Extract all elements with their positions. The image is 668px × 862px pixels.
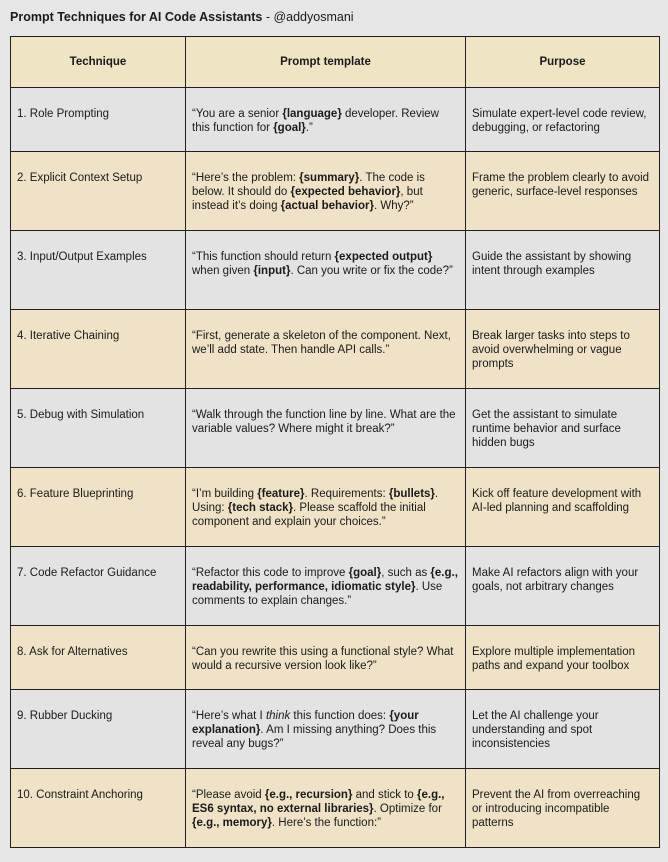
- technique-cell: 10. Constraint Anchoring: [11, 769, 186, 848]
- template-placeholder: {feature}: [257, 488, 305, 500]
- template-text: . The code is below. It should do: [192, 172, 425, 198]
- template-placeholder: {your explanation}: [192, 710, 419, 736]
- template-text: . Can you write or fix the code?”: [290, 265, 453, 277]
- template-text: “Here’s what I: [192, 710, 266, 722]
- template-text: . Optimize for: [373, 803, 442, 815]
- template-placeholder: {e.g., ES6 syntax, no external libraries}: [192, 789, 445, 815]
- template-text: and stick to: [352, 789, 417, 801]
- template-text: this function does:: [290, 710, 390, 722]
- template-placeholder: {tech stack}: [227, 502, 294, 514]
- table-row: [11, 310, 660, 389]
- prompt-template-cell: [186, 88, 466, 152]
- prompt-template-cell: [186, 310, 466, 389]
- technique-cell: 2. Explicit Context Setup: [11, 152, 186, 231]
- purpose-cell: Explore multiple implementation paths and expand your toolbox: [466, 626, 660, 690]
- title-text: Prompt Techniques for AI Code Assistants: [10, 10, 263, 24]
- prompt-template-cell: [186, 690, 466, 769]
- table-row: [11, 152, 660, 231]
- template-text: when given: [192, 265, 254, 277]
- template-text: . Am I missing anything? Does this reveal any bugs?”: [192, 724, 437, 750]
- template-text: developer. Review this function for: [192, 108, 439, 134]
- purpose-cell: Guide the assistant by showing intent through examples: [466, 231, 660, 310]
- template-text: “I’m building: [192, 488, 258, 500]
- prompt-template-cell: [186, 626, 466, 690]
- prompt-template-cell: [186, 468, 466, 547]
- template-text: . Requirements:: [304, 488, 389, 500]
- prompt-template-cell: [186, 231, 466, 310]
- template-placeholder: {e.g., memory}: [192, 817, 272, 829]
- template-placeholder: {expected output}: [334, 251, 433, 263]
- prompt-template-cell: [186, 152, 466, 231]
- template-text: . Use comments to explain changes.”: [192, 581, 443, 607]
- template-placeholder: {actual behavior}: [280, 200, 374, 212]
- technique-cell: 3. Input/Output Examples: [11, 231, 186, 310]
- table-row: [11, 88, 660, 152]
- table-row: [11, 389, 660, 468]
- technique-cell: 1. Role Prompting: [11, 88, 186, 152]
- template-text: “Please avoid: [192, 789, 265, 801]
- technique-cell: 6. Feature Blueprinting: [11, 468, 186, 547]
- template-text: “Refactor this code to improve: [192, 567, 349, 579]
- template-placeholder: {language}: [282, 108, 342, 120]
- template-text: . Why?”: [373, 200, 414, 212]
- template-text: , but instead it’s doing: [192, 186, 423, 212]
- technique-cell: 7. Code Refactor Guidance: [11, 547, 186, 626]
- table-row: [11, 626, 660, 690]
- table-row: [11, 468, 660, 547]
- prompt-template-cell: [186, 389, 466, 468]
- template-placeholder: {goal}: [348, 567, 382, 579]
- purpose-cell: Kick off feature development with AI-led planning and scaffolding: [466, 468, 660, 547]
- technique-cell: 4. Iterative Chaining: [11, 310, 186, 389]
- techniques-table: [10, 36, 660, 848]
- header-row: [11, 37, 660, 88]
- prompt-template-cell: [186, 547, 466, 626]
- column-header-technique: Technique: [11, 37, 186, 88]
- author-handle: @addyosmani: [273, 10, 354, 24]
- purpose-cell: Let the AI challenge your understanding and spot inconsistencies: [466, 690, 660, 769]
- template-placeholder: {expected behavior}: [290, 186, 401, 198]
- table-row: [11, 690, 660, 769]
- template-text: “Walk through the function line by line. What are the variable values? Where might it break?”: [192, 409, 456, 435]
- column-header-prompt-template: Prompt template: [186, 37, 466, 88]
- purpose-cell: Prevent the AI from overreaching or introducing incompatible patterns: [466, 769, 660, 848]
- page-title: [10, 9, 354, 25]
- template-text: .”: [305, 122, 313, 134]
- technique-cell: 5. Debug with Simulation: [11, 389, 186, 468]
- purpose-cell: Break larger tasks into steps to avoid overwhelming or vague prompts: [466, 310, 660, 389]
- purpose-cell: Frame the problem clearly to avoid generic, surface-level responses: [466, 152, 660, 231]
- technique-cell: 9. Rubber Ducking: [11, 690, 186, 769]
- purpose-cell: Make AI refactors align with your goals, not arbitrary changes: [466, 547, 660, 626]
- template-text: . Please scaffold the initial component and explain your choices.”: [192, 502, 426, 528]
- template-placeholder: {e.g., recursion}: [264, 789, 353, 801]
- template-placeholder: {goal}: [273, 122, 306, 134]
- template-placeholder: {summary}: [299, 172, 360, 184]
- prompt-template-cell: [186, 769, 466, 848]
- template-text: “Can you rewrite this using a functional style? What would a recursive version look like?”: [192, 646, 454, 672]
- purpose-cell: Get the assistant to simulate runtime behavior and surface hidden bugs: [466, 389, 660, 468]
- template-placeholder: {e.g., readability, performance, idiomatic style}: [192, 567, 458, 593]
- template-text: “This function should return: [192, 251, 335, 263]
- table-row: [11, 231, 660, 310]
- template-text: “First, generate a skeleton of the component. Next, we’ll add state. Then handle API calls.”: [192, 330, 451, 356]
- template-placeholder: {bullets}: [388, 488, 435, 500]
- template-text: “Here’s the problem:: [192, 172, 300, 184]
- template-placeholder: {input}: [253, 265, 291, 277]
- technique-cell: 8. Ask for Alternatives: [11, 626, 186, 690]
- template-text: “You are a senior: [192, 108, 283, 120]
- template-text: . Here’s the function:”: [271, 817, 381, 829]
- table-row: [11, 769, 660, 848]
- purpose-cell: Simulate expert-level code review, debugging, or refactoring: [466, 88, 660, 152]
- template-text: , such as: [381, 567, 431, 579]
- template-text: think: [265, 710, 291, 722]
- column-header-purpose: Purpose: [466, 37, 660, 88]
- title-separator: -: [262, 10, 274, 24]
- table-row: [11, 547, 660, 626]
- template-text: . Using:: [192, 488, 439, 514]
